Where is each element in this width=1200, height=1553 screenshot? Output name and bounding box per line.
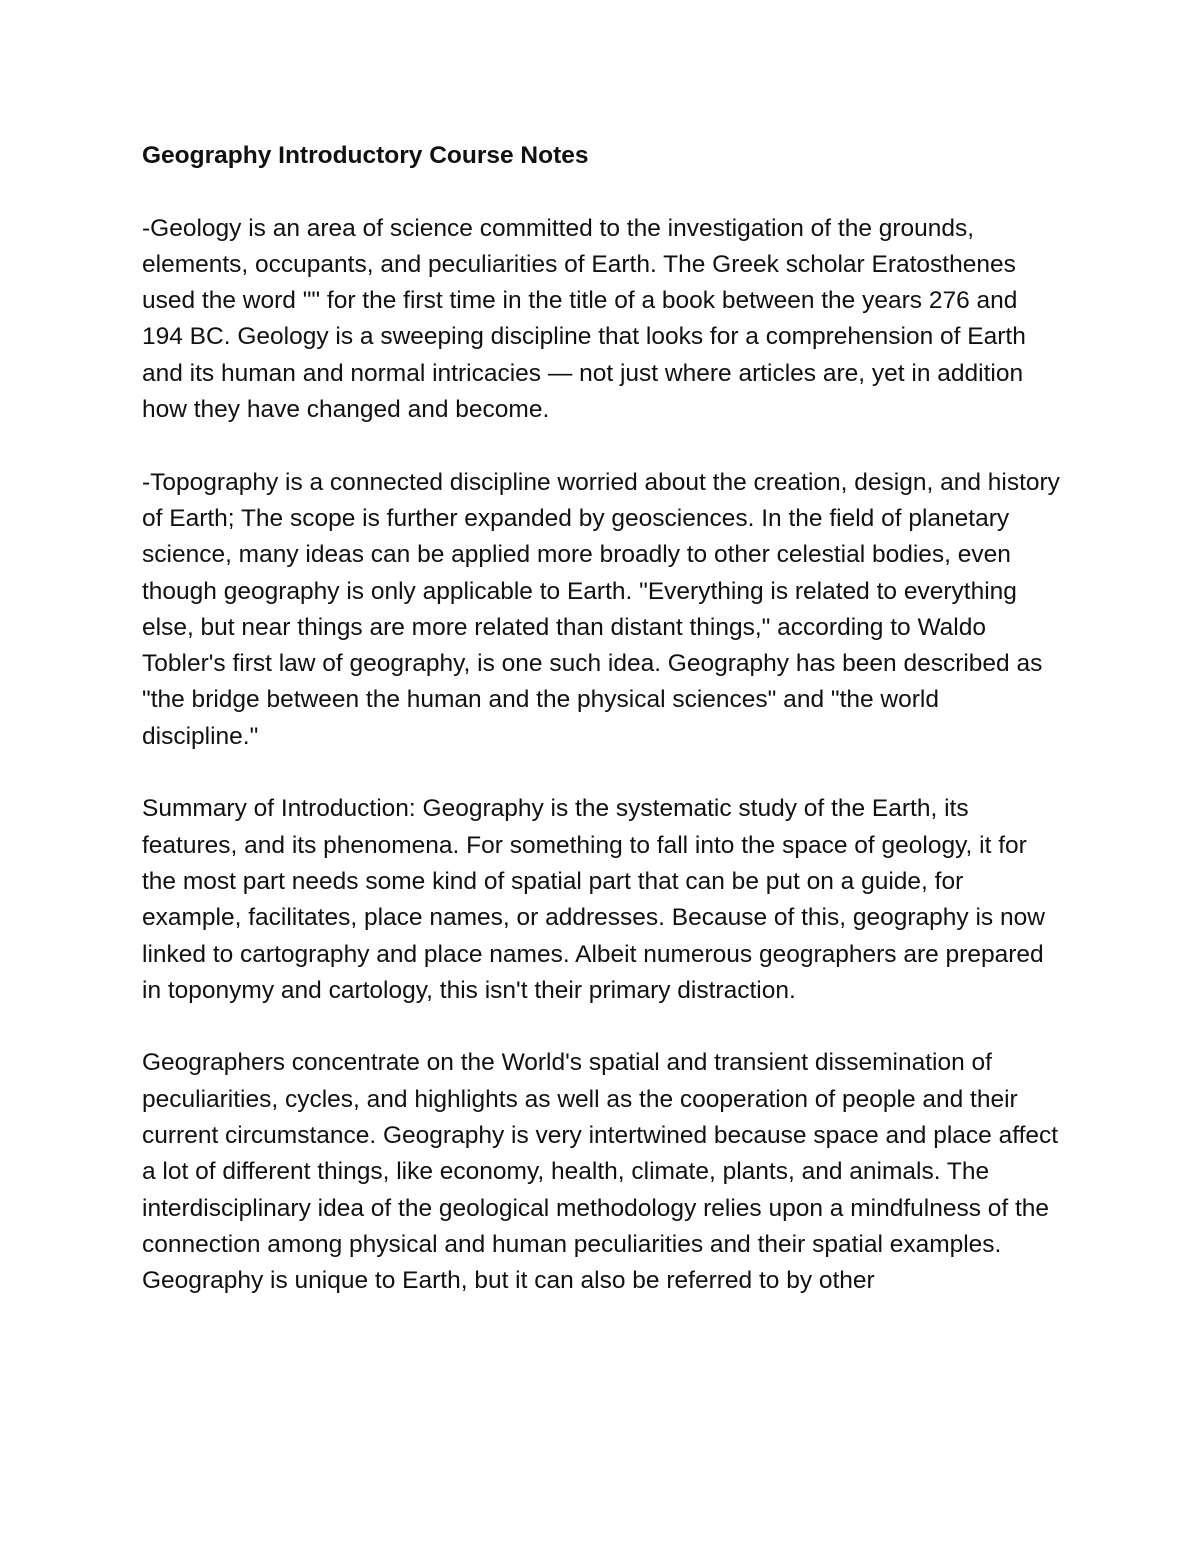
document-title: Geography Introductory Course Notes bbox=[142, 142, 589, 169]
paragraph-geographers: Geographers concentrate on the World's spatial and transient dissemination of peculiarities, cycles, and highlights as well as the cooperation of people and their current circumstance. Geography is very intertwined because space and place affect a lot of different things, like economy, health, climate, plants, and animals. The interdisciplinary idea of the geological methodology relies upon a mindfulness of the connection among physical and human peculiarities and their spatial examples. Geography is unique to Earth, but it can also be referred to by other bbox=[142, 1049, 1059, 1295]
paragraph-topography: -Topography is a connected discipline worried about the creation, design, and history of Earth; The scope is further expanded by geosciences. In the field of planetary science, many ideas can be applied more broadly to other celestial bodies, even though geography is only applicable to Earth. "Everything is related to everything else, but near things are more related than distant things," according to Waldo Tobler's first law of geography, is one such idea. Geography has been described as "the bridge between the human and the physical sciences" and "the world discipline." bbox=[142, 468, 1060, 750]
paragraph-summary: Summary of Introduction: Geography is the systematic study of the Earth, its features, and its phenomena. For something to fall into the space of geology, it for the most part needs some kind of spatial part that can be put on a guide, for example, facilitates, place names, or addresses. Because of this, geography is now linked to cartography and place names. Albeit numerous geographers are prepared in toponymy and cartology, this isn't their primary distraction. bbox=[142, 795, 1045, 1004]
document-body bbox=[142, 138, 1062, 1300]
paragraph-geology-intro: -Geology is an area of science committed to the investigation of the grounds, elements, occupants, and peculiarities of Earth. The Greek scholar Eratosthenes used the word "" for the first time in the title of a book between the years 276 and 194 BC. Geology is a sweeping discipline that looks for a comprehension of Earth and its human and normal intricacies — not just where articles are, yet in addition how they have changed and become. bbox=[142, 214, 1026, 424]
